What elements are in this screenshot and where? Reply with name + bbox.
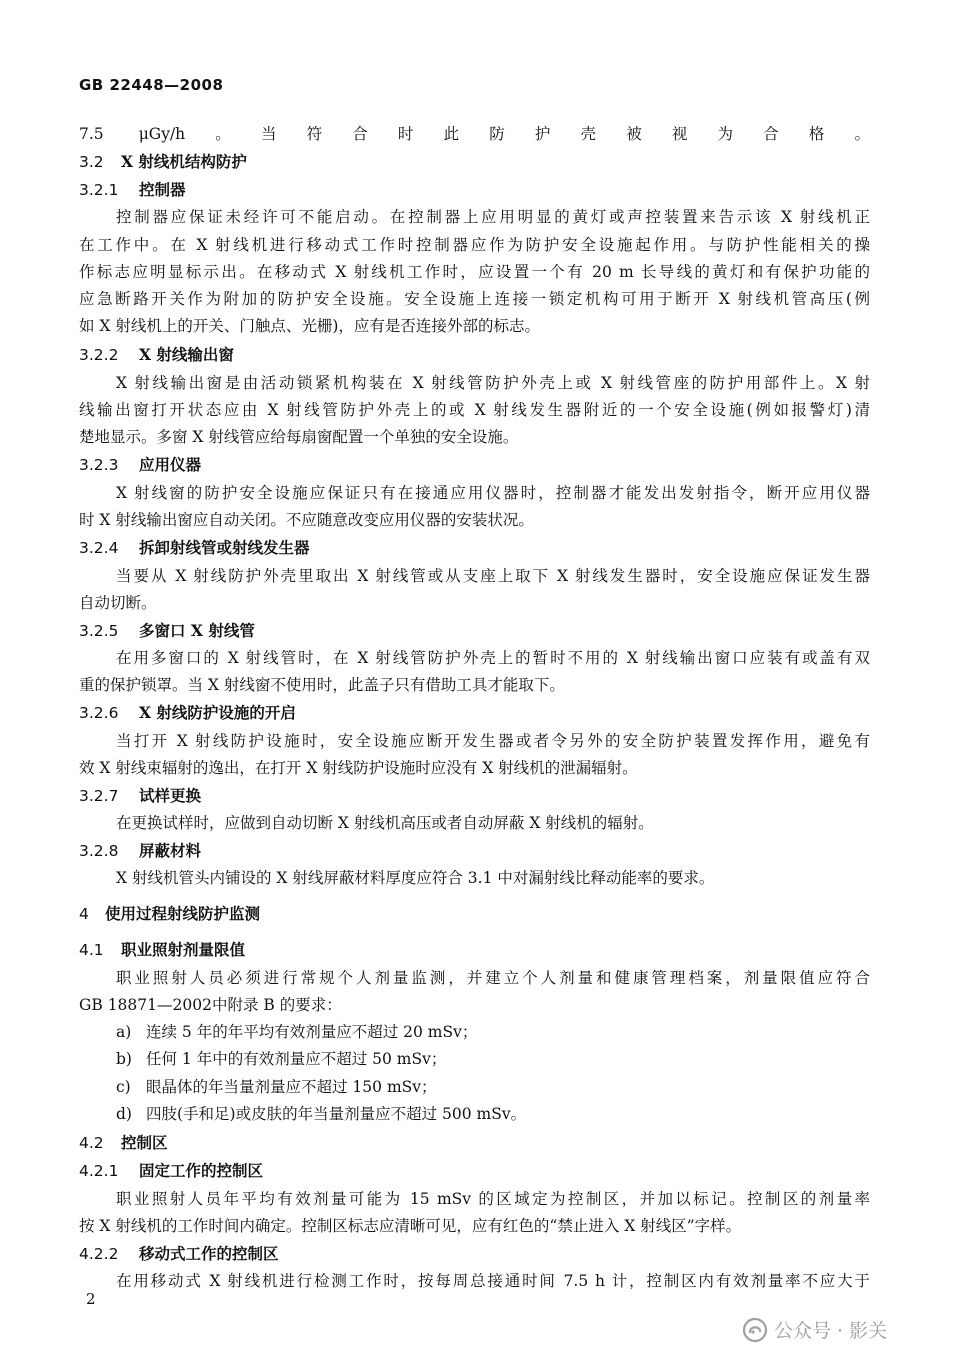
section-number: 3.2.6 bbox=[79, 704, 119, 722]
paragraph-line: 7.5 μGy/h。当符合时此防护壳被视为合格。 bbox=[79, 125, 870, 143]
wechat-official-account-icon bbox=[742, 1317, 768, 1343]
section-heading bbox=[79, 841, 201, 861]
paragraph-line: 应急断路开关作为附加的防护安全设施。安全设施上连接一锁定机构可用于断开 X 射线机管高压(例 bbox=[79, 290, 870, 308]
standard-number-header: GB 22448—2008 bbox=[79, 76, 224, 94]
paragraph-line: X 射线窗的防护安全设施应保证只有在接通应用仪器时，控制器才能发出发射指令，断开应用仪器 bbox=[116, 484, 870, 502]
section-heading bbox=[79, 152, 247, 172]
paragraph-line: 重的保护锁罩。当 X 射线窗不使用时，此盖子只有借助工具才能取下。 bbox=[79, 676, 565, 694]
watermark-text: 公众号 · 影关 bbox=[774, 1320, 888, 1342]
section-title: 固定工作的控制区 bbox=[139, 1161, 264, 1180]
section-number: 3.2.1 bbox=[79, 181, 119, 199]
paragraph-line: GB 18871—2002中附录 B 的要求： bbox=[79, 996, 342, 1014]
list-item bbox=[116, 1104, 526, 1124]
section-title: 移动式工作的控制区 bbox=[139, 1244, 279, 1263]
list-item-text: 眼晶体的年当量剂量应不超过 150 mSv； bbox=[146, 1078, 437, 1096]
list-item-label: c) bbox=[116, 1078, 131, 1096]
section-heading bbox=[79, 1133, 168, 1153]
page-number: 2 bbox=[86, 1290, 96, 1308]
paragraph-line: 时 X 射线输出窗应自动关闭。不应随意改变应用仪器的安装状况。 bbox=[79, 511, 534, 529]
list-item bbox=[116, 1022, 477, 1042]
list-item-label: d) bbox=[116, 1105, 132, 1123]
section-title: 控制区 bbox=[121, 1133, 168, 1152]
paragraph-line: X 射线机管头内铺设的 X 射线屏蔽材料厚度应符合 3.1 中对漏射线比释动能率的要求。 bbox=[116, 869, 715, 887]
list-item bbox=[116, 1077, 437, 1097]
section-number: 4.2.1 bbox=[79, 1162, 119, 1180]
paragraph-line: 作标志应明显标示出。在移动式 X 射线机工作时，应设置一个有 20 m 长导线的黄灯和有保护功能的 bbox=[79, 263, 870, 281]
paragraph-line: 职业照射人员年平均有效剂量可能为 15 mSv 的区域定为控制区，并加以标记。控制区的剂量率 bbox=[116, 1190, 870, 1208]
section-title: 控制器 bbox=[139, 180, 186, 199]
section-number: 4 bbox=[79, 905, 89, 923]
wechat-watermark bbox=[742, 1316, 887, 1343]
list-item-text: 任何 1 年中的有效剂量应不超过 50 mSv； bbox=[146, 1050, 447, 1068]
section-number: 4.1 bbox=[79, 941, 104, 959]
section-number: 3.2.2 bbox=[79, 346, 119, 364]
section-number: 3.2.8 bbox=[79, 842, 119, 860]
paragraph-line: 在工作中。在 X 射线机进行移动式工作时控制器应作为防护安全设施起作用。与防护性能相关的操 bbox=[79, 236, 870, 254]
section-number: 4.2 bbox=[79, 1134, 104, 1152]
section-heading bbox=[79, 180, 186, 200]
section-number: 3.2.5 bbox=[79, 622, 119, 640]
section-number: 4.2.2 bbox=[79, 1245, 119, 1263]
paragraph-line: 如 X 射线机上的开关、门触点、光栅)，应有是否连接外部的标志。 bbox=[79, 317, 540, 335]
section-number: 3.2.7 bbox=[79, 787, 119, 805]
paragraph-line: 当要从 X 射线防护外壳里取出 X 射线管或从支座上取下 X 射线发生器时，安全设施应保证发生器 bbox=[116, 567, 870, 585]
paragraph-line: 按 X 射线机的工作时间内确定。控制区标志应清晰可见，应有红色的“禁止进入 X 射线区”字样。 bbox=[79, 1217, 742, 1235]
paragraph-line: 效 X 射线束辐射的逸出，在打开 X 射线防护设施时应没有 X 射线机的泄漏辐射。 bbox=[79, 759, 638, 777]
list-item-label: b) bbox=[116, 1050, 132, 1068]
section-heading bbox=[79, 940, 245, 960]
paragraph-line: 职业照射人员必须进行常规个人剂量监测，并建立个人剂量和健康管理档案，剂量限值应符合 bbox=[116, 969, 870, 987]
section-title: 应用仪器 bbox=[139, 455, 202, 474]
section-title: 职业照射剂量限值 bbox=[121, 940, 246, 959]
paragraph-line: 楚地显示。多窗 X 射线管应给每扇窗配置一个单独的安全设施。 bbox=[79, 428, 519, 446]
section-heading bbox=[79, 345, 234, 365]
paragraph-line: 在用移动式 X 射线机进行检测工作时，按每周总接通时间 7.5 h 计，控制区内有效剂量率不应大于 bbox=[116, 1272, 870, 1290]
section-number: 3.2 bbox=[79, 153, 104, 171]
paragraph-line: 当打开 X 射线防护设施时，安全设施应断开发生器或者令另外的安全防护装置发挥作用，避免有 bbox=[116, 732, 870, 750]
section-heading bbox=[79, 621, 255, 641]
paragraph-line: X 射线输出窗是由活动锁紧机构装在 X 射线管防护外壳上或 X 射线管座的防护用部件上。X 射 bbox=[116, 374, 870, 392]
section-title: 拆卸射线管或射线发生器 bbox=[139, 538, 310, 557]
list-item-text: 四肢(手和足)或皮肤的年当量剂量应不超过 500 mSv。 bbox=[146, 1105, 527, 1123]
section-number: 3.2.3 bbox=[79, 456, 119, 474]
section-title: X 射线输出窗 bbox=[139, 345, 234, 364]
section-title: X 射线防护设施的开启 bbox=[139, 703, 296, 722]
paragraph-line: 自动切断。 bbox=[79, 594, 157, 612]
paragraph-line: 控制器应保证未经许可不能启动。在控制器上应用明显的黄灯或声控装置来告示该 X 射线机正 bbox=[116, 208, 870, 226]
section-title: X 射线机结构防护 bbox=[121, 152, 247, 171]
section-heading bbox=[79, 786, 201, 806]
paragraph-line: 在用多窗口的 X 射线管时，在 X 射线管防护外壳上的暂时不用的 X 射线输出窗口应装有或盖有双 bbox=[116, 649, 870, 667]
section-number: 3.2.4 bbox=[79, 539, 119, 557]
section-heading bbox=[79, 1244, 279, 1264]
section-heading bbox=[79, 904, 260, 924]
section-heading bbox=[79, 538, 310, 558]
section-heading bbox=[79, 1161, 263, 1181]
section-title: 屏蔽材料 bbox=[139, 841, 202, 860]
section-title: 试样更换 bbox=[139, 786, 202, 805]
section-heading bbox=[79, 703, 296, 723]
paragraph-line: 在更换试样时，应做到自动切断 X 射线机高压或者自动屏蔽 X 射线机的辐射。 bbox=[116, 814, 654, 832]
section-title: 多窗口 X 射线管 bbox=[139, 621, 255, 640]
section-heading bbox=[79, 455, 201, 475]
list-item-text: 连续 5 年的年平均有效剂量应不超过 20 mSv； bbox=[146, 1023, 478, 1041]
paragraph-line: 线输出窗打开状态应由 X 射线管防护外壳上的或 X 射线发生器附近的一个安全设施(例如报警灯)清 bbox=[79, 401, 870, 419]
section-title: 使用过程射线防护监测 bbox=[105, 904, 261, 923]
list-item-label: a) bbox=[116, 1023, 132, 1041]
list-item bbox=[116, 1049, 446, 1069]
